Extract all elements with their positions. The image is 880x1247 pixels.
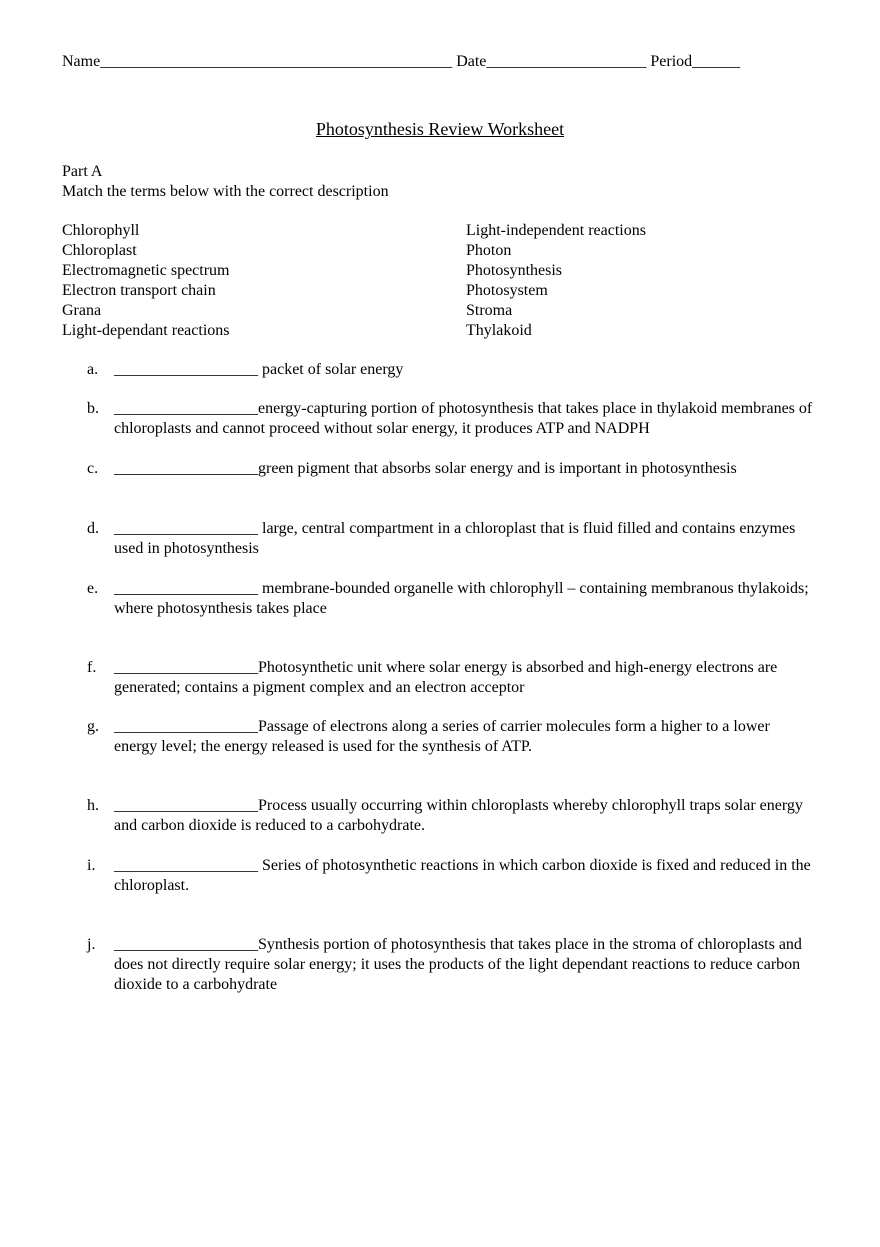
term: Light-dependant reactions — [62, 322, 230, 339]
question-text: __________________ Series of photosynthetic reactions in which carbon dioxide is fixed and reduced in the chloroplast. — [114, 857, 811, 894]
question-letter: a. — [87, 361, 99, 378]
question-letter: i. — [87, 857, 96, 874]
term: Photon — [466, 242, 512, 259]
question-item — [87, 796, 817, 836]
question-item — [87, 519, 817, 559]
question-text: __________________Process usually occurring within chloroplasts whereby chlorophyll traps solar energy and carbon dioxide is reduced to a carbohydrate. — [114, 797, 803, 834]
term: Light-independent reactions — [466, 222, 646, 239]
question-item — [87, 360, 817, 380]
terms-list-right — [466, 221, 646, 341]
part-a-label: Part A — [62, 163, 103, 180]
term: Photosynthesis — [466, 262, 563, 279]
term: Chloroplast — [62, 242, 137, 259]
term: Stroma — [466, 302, 513, 319]
term: Photosystem — [466, 282, 548, 299]
worksheet-title: Photosynthesis Review Worksheet — [315, 119, 565, 139]
term: Electron transport chain — [62, 282, 216, 299]
question-letter: j. — [87, 936, 96, 953]
question-text: __________________Passage of electrons along a series of carrier molecules form a higher to a lower energy level; the energy released is used for the synthesis of ATP. — [114, 718, 770, 755]
term: Grana — [62, 302, 102, 319]
question-item — [87, 935, 817, 995]
question-text: __________________green pigment that absorbs solar energy and is important in photosynthesis — [114, 460, 737, 477]
term: Electromagnetic spectrum — [62, 262, 230, 279]
question-text: __________________ membrane-bounded organelle with chlorophyll – containing membranous thylakoids; where photosynthesis takes place — [114, 580, 809, 617]
question-item — [87, 856, 817, 896]
question-text: __________________Photosynthetic unit where solar energy is absorbed and high-energy electrons are generated; contains a pigment complex and an electron acceptor — [114, 659, 778, 696]
question-letter: h. — [87, 797, 99, 814]
name-date-period-line: Name____________________________________________ Date____________________ Period______ — [62, 53, 741, 70]
term: Chlorophyll — [62, 222, 140, 239]
question-item — [87, 399, 817, 439]
question-item — [87, 717, 817, 757]
question-letter: f. — [87, 659, 97, 676]
question-letter: c. — [87, 460, 99, 477]
term: Thylakoid — [466, 322, 532, 339]
question-item — [87, 579, 817, 619]
question-text: __________________ large, central compartment in a chloroplast that is fluid filled and contains enzymes used in photosynthesis — [114, 520, 796, 557]
terms-list-left — [62, 221, 230, 341]
question-item — [87, 658, 817, 698]
question-letter: g. — [87, 718, 99, 735]
question-letter: b. — [87, 400, 99, 417]
question-item — [87, 459, 817, 479]
question-letter: d. — [87, 520, 99, 537]
question-text: __________________Synthesis portion of photosynthesis that takes place in the stroma of chloroplasts and does not directly require solar energy; it uses the products of the light dependant reactions to reduce carbon dioxide to a carbohydrate — [114, 936, 802, 993]
part-a-instruction: Match the terms below with the correct description — [62, 183, 389, 200]
question-text: __________________ packet of solar energy — [114, 361, 404, 378]
question-letter: e. — [87, 580, 99, 597]
question-text: __________________energy-capturing portion of photosynthesis that takes place in thylakoid membranes of chloroplasts and cannot proceed without solar energy, it produces ATP and NADPH — [114, 400, 813, 437]
